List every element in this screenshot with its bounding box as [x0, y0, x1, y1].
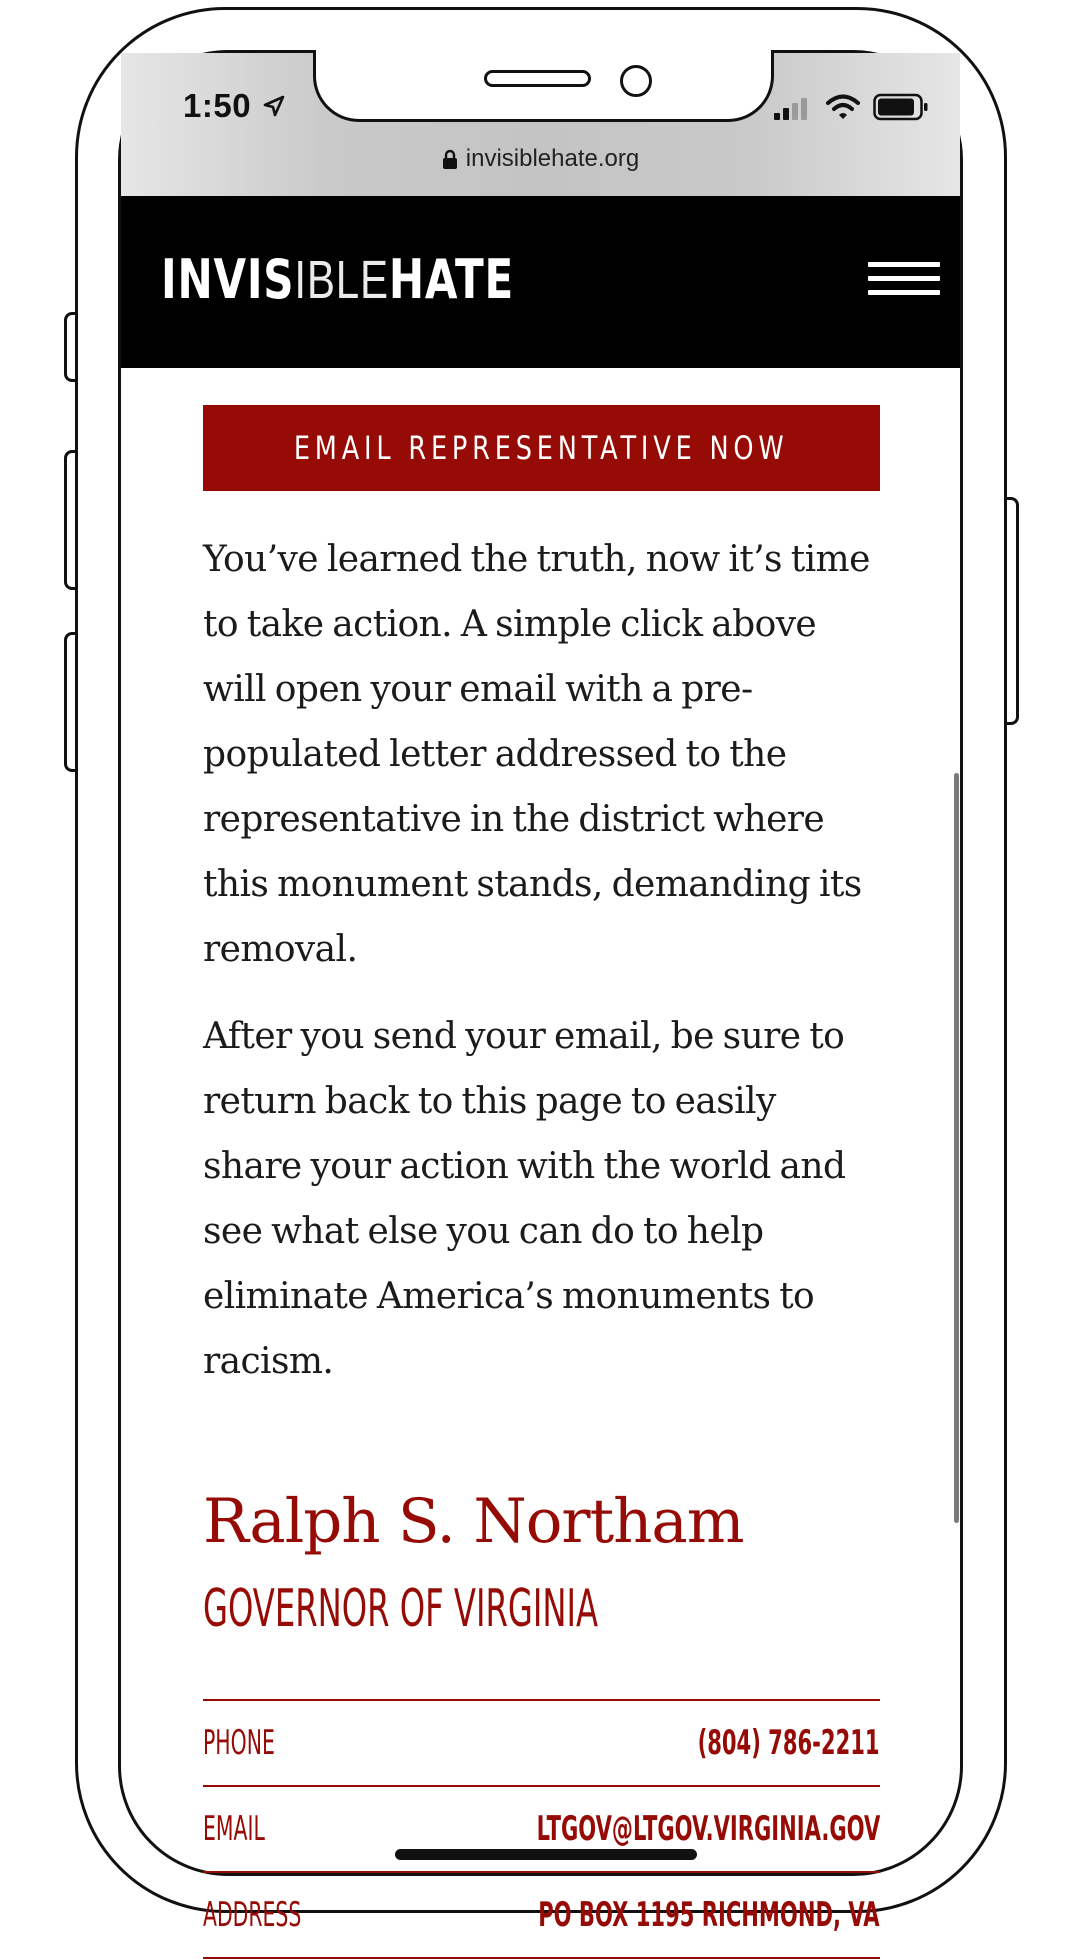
address-bar[interactable]	[121, 145, 960, 173]
wifi-icon	[826, 93, 860, 121]
scrollbar[interactable]	[954, 773, 959, 1523]
status-time: 1:50	[183, 87, 252, 124]
intro-paragraph: You’ve learned the truth, now it’s time to take action. A simple click above will open your email with a pre-populated letter addressed to the representative in the district where this monument stands, demanding its removal.	[203, 539, 870, 970]
email-representative-button[interactable]	[203, 405, 880, 491]
contact-label-email: EMAIL	[203, 1809, 265, 1849]
phone-screen	[118, 50, 963, 1935]
main-content	[203, 405, 880, 1959]
url-text: invisiblehate.org	[465, 145, 640, 172]
logo-part-ible: IBLE	[294, 250, 389, 310]
logo-part-invis: INVIS	[161, 248, 295, 311]
email-representative-label: EMAIL REPRESENTATIVE NOW	[294, 429, 789, 467]
contact-row-email	[203, 1787, 880, 1873]
hamburger-menu-icon[interactable]	[868, 262, 940, 296]
signal-icon	[774, 98, 810, 120]
representative-name: Ralph S. Northam	[203, 1486, 744, 1557]
battery-icon	[873, 93, 929, 121]
location-arrow-icon	[262, 94, 286, 118]
contact-list	[203, 1699, 880, 1959]
logo-part-hate: HATE	[388, 248, 515, 311]
address-value: PO BOX 1195 RICHMOND, VA	[538, 1895, 880, 1935]
contact-label-phone: PHONE	[203, 1723, 275, 1763]
phone-link[interactable]: (804) 786-2211	[697, 1723, 880, 1763]
contact-label-address: ADDRESS	[203, 1895, 302, 1935]
contact-row-phone	[203, 1701, 880, 1787]
contact-row-address	[203, 1873, 880, 1959]
status-bar	[121, 53, 960, 196]
home-indicator[interactable]	[395, 1849, 697, 1860]
site-header	[121, 196, 960, 368]
speaker-grille	[484, 70, 591, 87]
followup-paragraph: After you send your email, be sure to return back to this page to easily share your action with the world and see what else you can do to help eliminate America’s monuments to racism.	[203, 1016, 846, 1382]
representative-title: GOVERNOR OF VIRGINIA	[203, 1579, 599, 1639]
site-logo[interactable]	[161, 248, 514, 311]
lock-icon	[442, 149, 458, 169]
email-link[interactable]: LTGOV@LTGOV.VIRGINIA.GOV	[536, 1809, 880, 1849]
front-camera	[620, 65, 652, 97]
